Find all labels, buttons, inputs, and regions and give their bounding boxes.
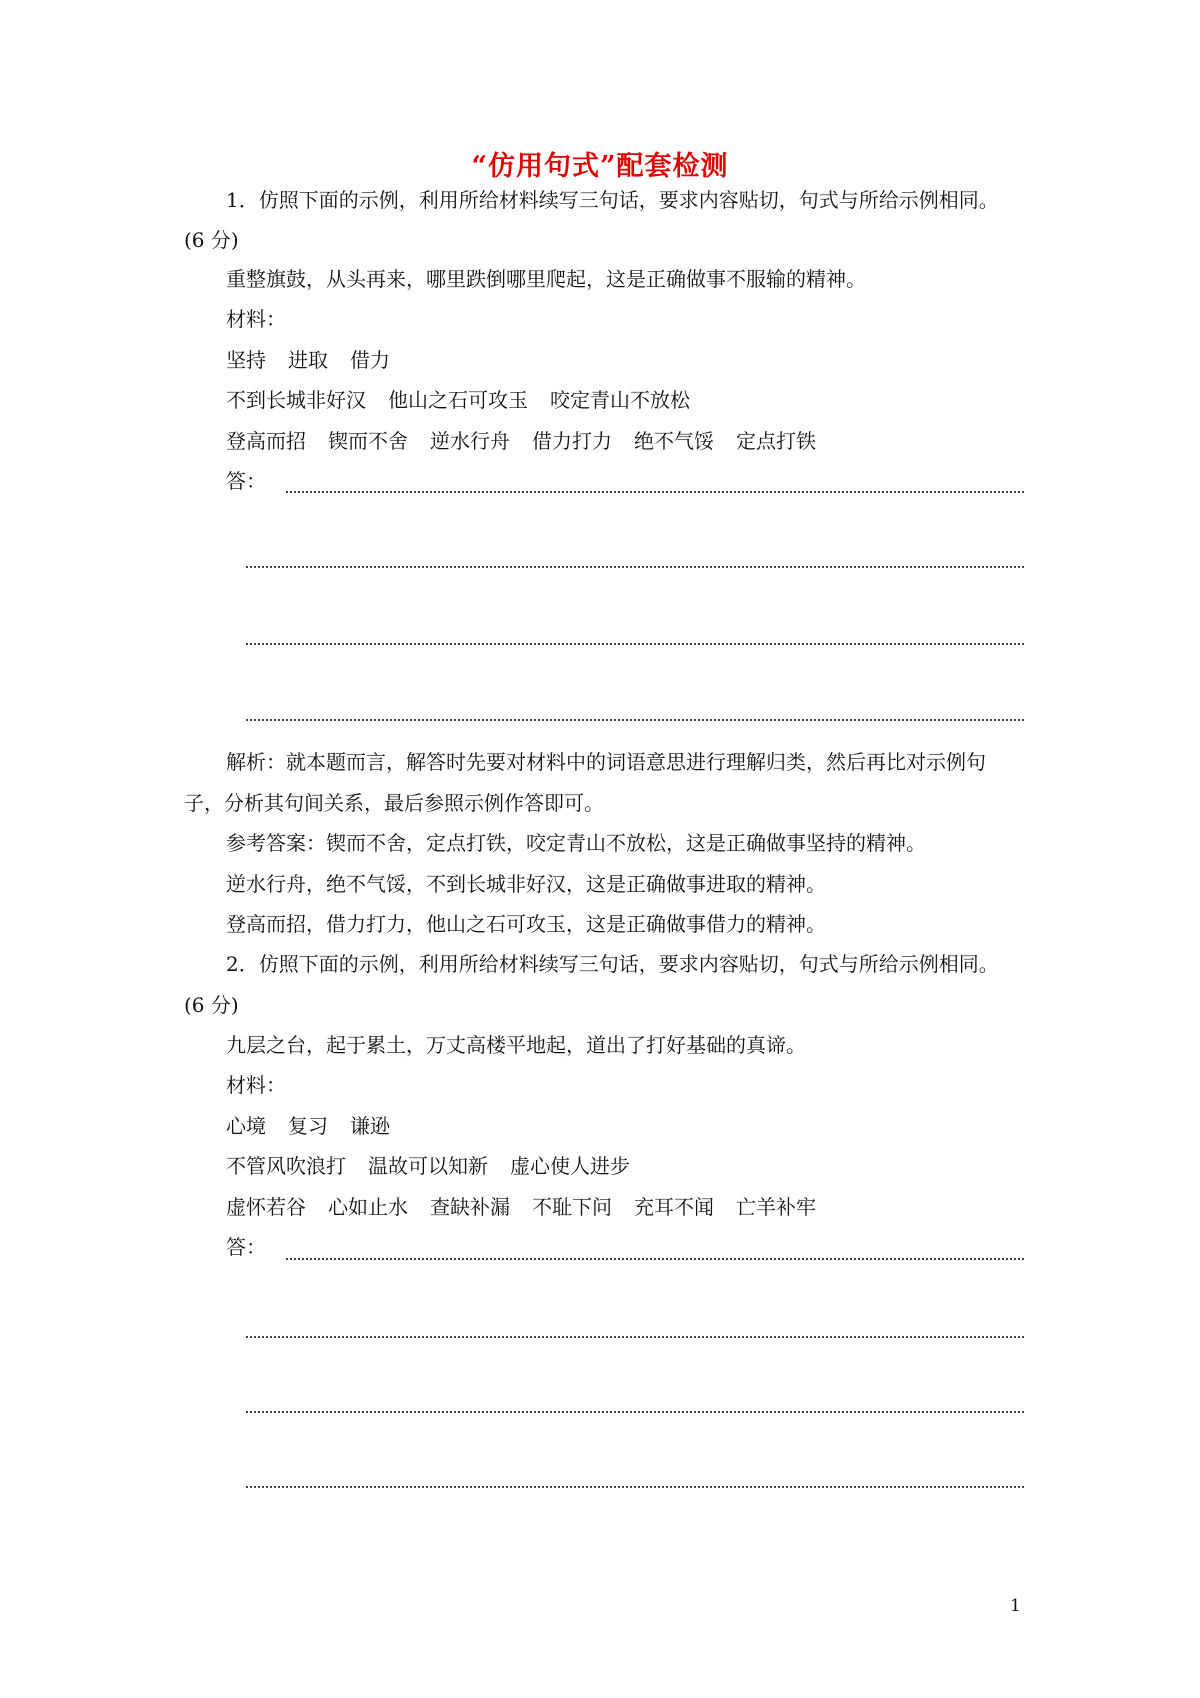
q1-material-row2 xyxy=(226,386,690,414)
q1-prompt-line2: (6 分) xyxy=(184,228,239,252)
q1-row2-item: 不到长城非好汉 xyxy=(226,388,366,412)
q1-row3-item: 锲而不舍 xyxy=(328,429,408,453)
q2-row1-item: 复习 xyxy=(288,1114,328,1138)
q2-row3-item: 查缺补漏 xyxy=(430,1195,510,1219)
q2-row3-item: 心如止水 xyxy=(328,1195,408,1219)
q2-row3-item: 充耳不闻 xyxy=(634,1195,714,1219)
q2-prompt-line1: 2．仿照下面的示例，利用所给材料续写三句话，要求内容贴切，句式与所给示例相同。 xyxy=(226,952,999,976)
q1-answer-line[interactable] xyxy=(246,719,1024,721)
q1-answer-line[interactable] xyxy=(246,643,1024,645)
q1-row1-item: 借力 xyxy=(350,348,390,372)
q1-row3-item: 借力打力 xyxy=(532,429,612,453)
q2-row2-item: 温故可以知新 xyxy=(368,1154,488,1178)
q2-material-row2 xyxy=(226,1152,630,1180)
q2-row3-item: 不耻下问 xyxy=(532,1195,612,1219)
q1-prompt-line1: 1．仿照下面的示例，利用所给材料续写三句话，要求内容贴切，句式与所给示例相同。 xyxy=(226,188,999,212)
q1-row3-item: 逆水行舟 xyxy=(430,429,510,453)
q2-row3-item: 亡羊补牢 xyxy=(736,1195,816,1219)
q1-material-label: 材料： xyxy=(226,307,286,331)
page-title: “仿用句式”配套检测 xyxy=(471,151,729,182)
q2-example: 九层之台，起于累土，万丈高楼平地起，道出了打好基础的真谛。 xyxy=(226,1033,806,1057)
q1-example: 重整旗鼓，从头再来，哪里跌倒哪里爬起，这是正确做事不服输的精神。 xyxy=(226,267,866,291)
q2-prompt-line2: (6 分) xyxy=(184,993,239,1017)
q1-row3-item: 定点打铁 xyxy=(736,429,816,453)
a1-analysis-line2: 子，分析其句间关系，最后参照示例作答即可。 xyxy=(184,791,604,815)
page-number: 1 xyxy=(1010,1596,1021,1616)
q1-material-row1 xyxy=(226,346,390,374)
a1-analysis-line1: 解析：就本题而言，解答时先要对材料中的词语意思进行理解归类，然后再比对示例句 xyxy=(226,750,986,774)
a1-reference-answer-2: 逆水行舟，绝不气馁，不到长城非好汉，这是正确做事进取的精神。 xyxy=(226,872,826,896)
q2-row2-item: 虚心使人进步 xyxy=(510,1154,630,1178)
q1-material-row3 xyxy=(226,427,816,455)
a1-reference-answer-3: 登高而招，借力打力，他山之石可攻玉，这是正确做事借力的精神。 xyxy=(226,912,826,936)
q2-answer-line[interactable] xyxy=(286,1258,1024,1260)
q1-answer-label: 答： xyxy=(226,469,266,493)
q1-row3-item: 绝不气馁 xyxy=(634,429,714,453)
q1-answer-line[interactable] xyxy=(246,566,1024,568)
q1-row1-item: 坚持 xyxy=(226,348,266,372)
q2-row2-item: 不管风吹浪打 xyxy=(226,1154,346,1178)
q2-row1-item: 谦逊 xyxy=(350,1114,390,1138)
q2-row1-item: 心境 xyxy=(226,1114,266,1138)
q1-row2-item: 咬定青山不放松 xyxy=(550,388,690,412)
q2-answer-line[interactable] xyxy=(246,1486,1024,1488)
q1-row3-item: 登高而招 xyxy=(226,429,306,453)
q2-material-row3 xyxy=(226,1193,816,1221)
q1-answer-line[interactable] xyxy=(286,491,1024,493)
q1-row1-item: 进取 xyxy=(288,348,328,372)
q2-answer-line[interactable] xyxy=(246,1336,1024,1338)
q2-answer-label: 答： xyxy=(226,1235,266,1259)
q1-row2-item: 他山之石可攻玉 xyxy=(388,388,528,412)
q2-material-row1 xyxy=(226,1112,390,1140)
q2-answer-line[interactable] xyxy=(246,1411,1024,1413)
a1-reference-answer-1: 参考答案：锲而不舍，定点打铁，咬定青山不放松，这是正确做事坚持的精神。 xyxy=(226,831,926,855)
q2-row3-item: 虚怀若谷 xyxy=(226,1195,306,1219)
q2-material-label: 材料： xyxy=(226,1073,286,1097)
